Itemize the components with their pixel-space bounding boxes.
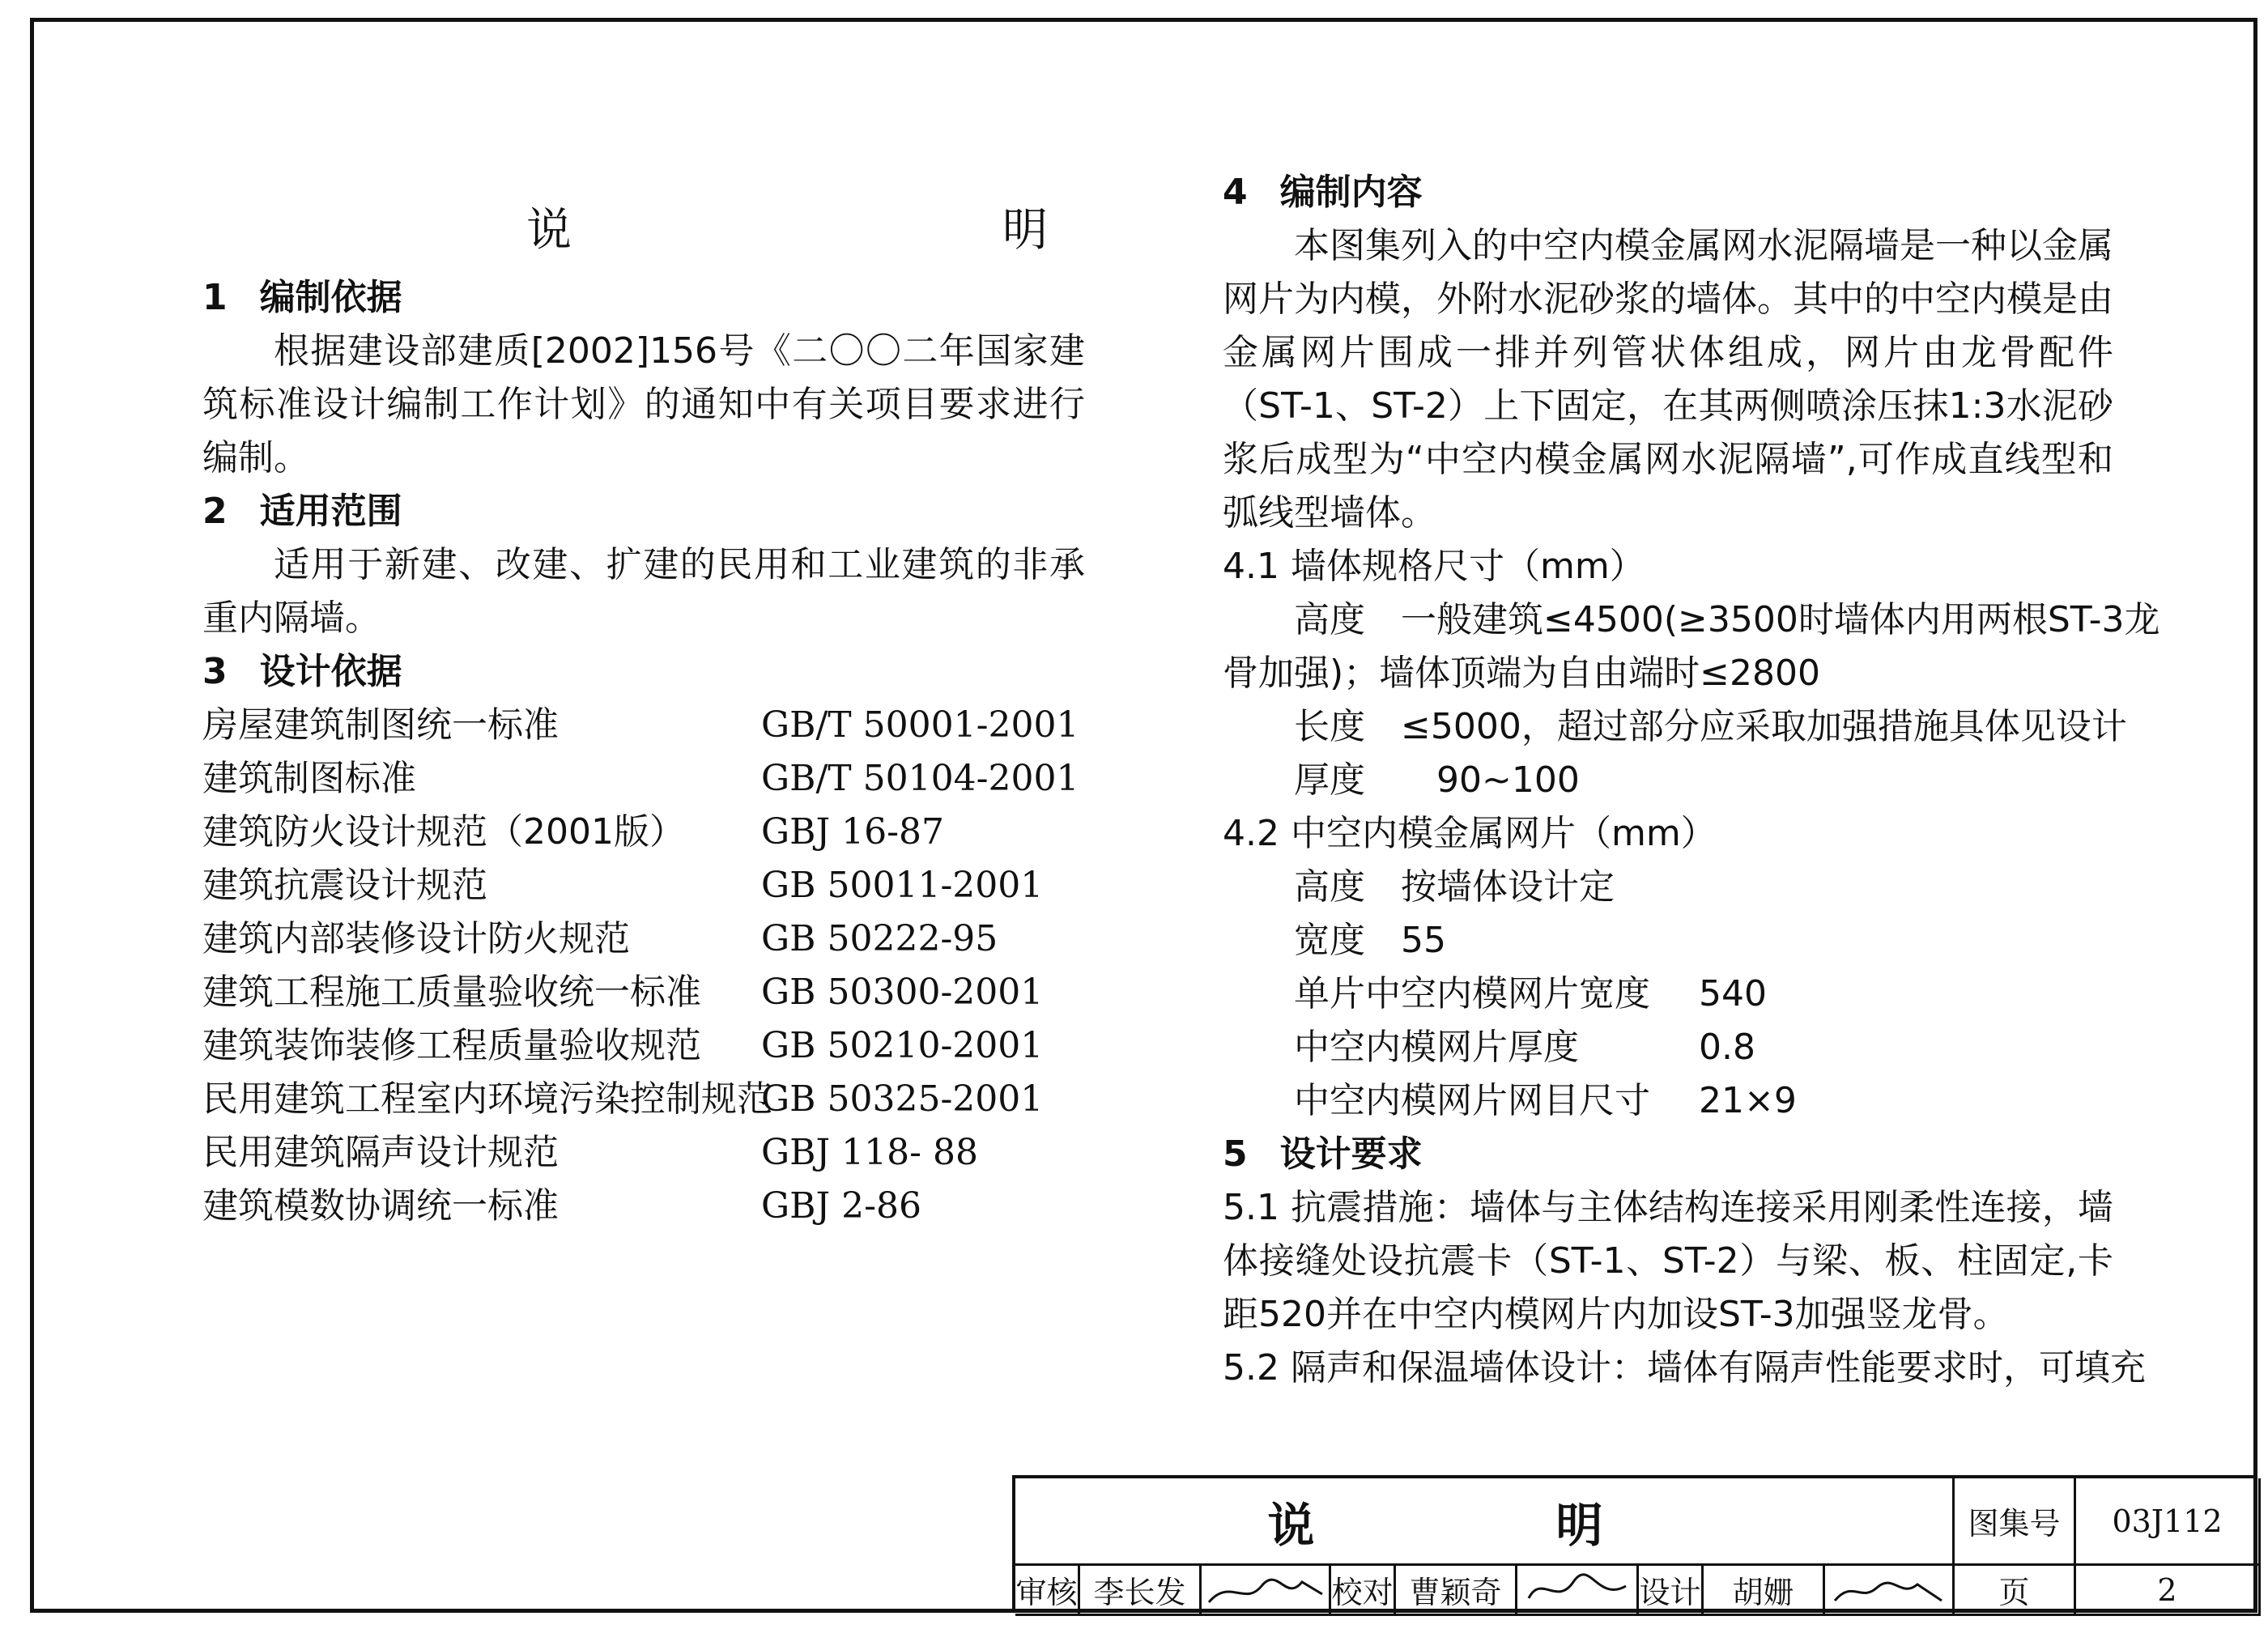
standard-name: 建筑工程施工质量验收统一标准 xyxy=(202,972,701,1013)
spec-value: 21×9 xyxy=(1699,1080,1797,1121)
section-title: 编制内容 xyxy=(1279,172,1423,213)
design-label: 设计 xyxy=(1639,1566,1704,1616)
page-title: 说 明 xyxy=(526,204,1161,257)
designer-signature xyxy=(1825,1566,1955,1616)
section-5-heading xyxy=(1223,1128,2113,1181)
mesh-spec-row xyxy=(1223,914,2113,967)
section-3-heading xyxy=(202,645,1085,699)
section-title: 编制依据 xyxy=(259,277,402,318)
standards-list xyxy=(202,699,1085,1233)
mesh-spec-row xyxy=(1223,1074,2113,1128)
signature-scribble xyxy=(1521,1570,1634,1610)
checker-signature xyxy=(1517,1566,1639,1616)
subsection-5-2: 5.2 隔声和保温墙体设计：墙体有隔声性能要求时，可填充 xyxy=(1223,1347,2146,1388)
spec-value: 0.8 xyxy=(1699,1027,1755,1068)
standard-name: 建筑装饰装修工程质量验收规范 xyxy=(202,1025,701,1066)
standard-code: GB 50300-2001 xyxy=(761,972,1044,1013)
standard-name: 建筑抗震设计规范 xyxy=(202,865,487,906)
section-number: 4 xyxy=(1223,172,1248,213)
spec-label: 宽度 55 xyxy=(1294,920,1446,961)
title-block-title: 说 明 xyxy=(1015,1478,1955,1566)
section-title: 设计依据 xyxy=(259,651,402,692)
wall-thickness-spec: 厚度 90~100 xyxy=(1294,759,1580,801)
standard-row xyxy=(202,1073,1085,1126)
standard-name: 民用建筑隔声设计规范 xyxy=(202,1132,559,1173)
mesh-spec-row xyxy=(1223,967,2113,1021)
standard-row xyxy=(202,859,1085,912)
wall-height-spec-cont: 骨加强)；墙体顶端为自由端时≤2800 xyxy=(1223,653,1821,694)
standard-code: GB 50210-2001 xyxy=(761,1025,1044,1066)
page-label: 页 xyxy=(1955,1566,2076,1616)
signature-scribble xyxy=(1205,1570,1326,1610)
section-title: 适用范围 xyxy=(259,491,402,532)
standard-name: 建筑防火设计规范（2001版） xyxy=(202,811,685,853)
section-title: 设计要求 xyxy=(1279,1133,1423,1175)
standard-name: 民用建筑工程室内环境污染控制规范 xyxy=(202,1078,772,1120)
spec-label: 中空内模网片厚度 xyxy=(1294,1027,1579,1068)
section-number: 1 xyxy=(202,277,228,318)
section-2-body: 适用于新建、改建、扩建的民用和工业建筑的非承重内隔墙。 xyxy=(202,544,1085,639)
section-number: 5 xyxy=(1223,1133,1248,1175)
wall-length-spec: 长度 ≤5000，超过部分应采取加强措施具体见设计 xyxy=(1294,706,2127,747)
standard-row xyxy=(202,806,1085,859)
standard-name: 建筑内部装修设计防火规范 xyxy=(202,918,630,959)
standard-code: GBJ 16-87 xyxy=(761,811,944,853)
standard-row xyxy=(202,1126,1085,1180)
standard-row xyxy=(202,752,1085,806)
section-number: 2 xyxy=(202,491,228,532)
section-1-heading xyxy=(202,271,1085,325)
standard-code: GBJ 118- 88 xyxy=(761,1132,978,1173)
standard-code: GB/T 50001-2001 xyxy=(761,704,1079,746)
standard-code: GB/T 50104-2001 xyxy=(761,758,1079,799)
section-4-heading xyxy=(1223,166,2113,219)
mesh-spec-row xyxy=(1223,861,2113,914)
reviewer-name: 李长发 xyxy=(1080,1566,1202,1616)
standard-code: GB 50222-95 xyxy=(761,918,998,959)
atlas-number: 03J112 xyxy=(2076,1478,2261,1566)
standard-code: GBJ 2-86 xyxy=(761,1185,921,1227)
spec-label: 单片中空内模网片宽度 xyxy=(1294,973,1650,1014)
review-label: 审核 xyxy=(1015,1566,1080,1616)
section-1-body: 根据建设部建质[2002]156号《二〇〇二年国家建筑标准设计编制工作计划》的通知中有关项目要求进行编制。 xyxy=(202,330,1085,478)
spec-value: 540 xyxy=(1699,973,1767,1014)
section-2-heading xyxy=(202,485,1085,538)
standard-name: 房屋建筑制图统一标准 xyxy=(202,704,559,746)
spec-label: 高度 按墙体设计定 xyxy=(1294,866,1615,908)
standard-code: GB 50325-2001 xyxy=(761,1078,1044,1120)
left-column xyxy=(202,271,1085,1233)
title-block xyxy=(1012,1475,2257,1613)
spec-label: 中空内模网片网目尺寸 xyxy=(1294,1080,1650,1121)
section-4-body: 本图集列入的中空内模金属网水泥隔墙是一种以金属网片为内模，外附水泥砂浆的墙体。其中的中空内模是由金属网片围成一排并列管状体组成，网片由龙骨配件（ST-1、ST-2）上下固定，在其两侧喷涂压抹1:3水泥砂浆后成型为“中空内模金属网水泥隔墙”,可作成直线型和弧线型墙体。 xyxy=(1223,225,2113,534)
page-number: 2 xyxy=(2076,1566,2261,1616)
standard-row xyxy=(202,966,1085,1019)
standard-row xyxy=(202,1019,1085,1073)
standard-row xyxy=(202,699,1085,752)
signature-scribble xyxy=(1828,1570,1950,1610)
standard-name: 建筑模数协调统一标准 xyxy=(202,1185,559,1227)
subsection-4-2: 4.2 中空内模金属网片（mm） xyxy=(1223,813,1717,854)
section-number: 3 xyxy=(202,651,228,692)
subsection-5-1: 5.1 抗震措施：墙体与主体结构连接采用刚柔性连接，墙体接缝处设抗震卡（ST-1、ST-2）与梁、板、柱固定,卡距520并在中空内模网片内加设ST-3加强竖龙骨。 xyxy=(1223,1187,2113,1335)
standard-row xyxy=(202,912,1085,966)
subsection-4-1: 4.1 墙体规格尺寸（mm） xyxy=(1223,546,1645,587)
standard-code: GB 50011-2001 xyxy=(761,865,1044,906)
mesh-spec-row xyxy=(1223,1021,2113,1074)
right-column xyxy=(1223,166,2160,1395)
check-label: 校对 xyxy=(1331,1566,1396,1616)
checker-name: 曹颖奇 xyxy=(1396,1566,1517,1616)
standard-name: 建筑制图标准 xyxy=(202,758,416,799)
atlas-number-label: 图集号 xyxy=(1955,1478,2076,1566)
reviewer-signature xyxy=(1202,1566,1331,1616)
wall-height-spec: 高度 一般建筑≤4500(≥3500时墙体内用两根ST-3龙 xyxy=(1294,599,2160,640)
standard-row xyxy=(202,1180,1085,1233)
designer-name: 胡姗 xyxy=(1704,1566,1825,1616)
